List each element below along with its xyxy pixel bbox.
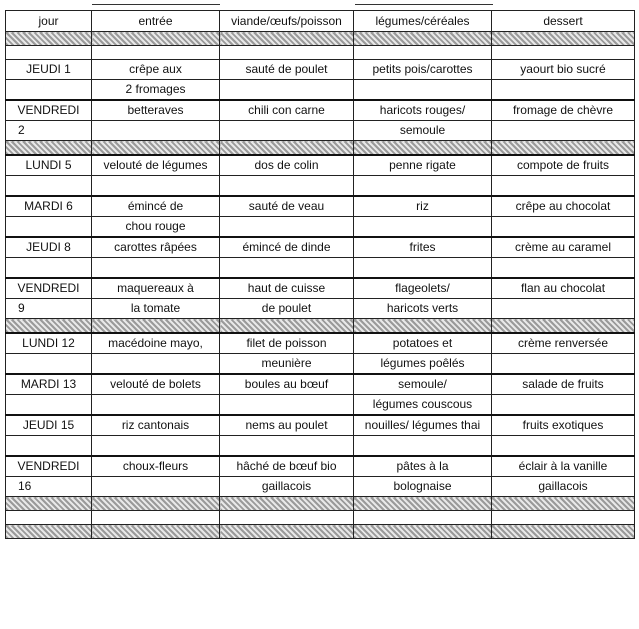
header-entree: entrée: [92, 11, 220, 32]
menu-table-container: [5, 10, 634, 539]
main-cell: filet de poisson: [220, 333, 354, 354]
header-jour: jour: [6, 11, 92, 32]
dessert-cell: flan au chocolat: [492, 278, 635, 299]
main-cell: [220, 258, 354, 279]
entree-cell: choux-fleurs: [92, 456, 220, 477]
spacer-cell: [6, 46, 92, 60]
dessert-cell: crème renversée: [492, 333, 635, 354]
day-cell: 9: [6, 299, 92, 319]
side-cell: petits pois/carottes: [354, 60, 492, 80]
menu-row: [6, 237, 635, 258]
main-cell: gaillacois: [220, 477, 354, 497]
main-cell: [220, 80, 354, 101]
spacer-cell: [492, 46, 635, 60]
day-cell: [6, 354, 92, 375]
day-cell: [6, 176, 92, 197]
menu-row: [6, 299, 635, 319]
entree-cell: la tomate: [92, 299, 220, 319]
side-cell: potatoes et: [354, 333, 492, 354]
day-cell: VENDREDI: [6, 456, 92, 477]
main-cell: [220, 436, 354, 457]
entree-cell: crêpe aux: [92, 60, 220, 80]
entree-cell: [92, 121, 220, 141]
dessert-cell: crêpe au chocolat: [492, 196, 635, 217]
spacer-cell: [6, 511, 92, 525]
dessert-cell: salade de fruits: [492, 374, 635, 395]
entree-cell: émincé de: [92, 196, 220, 217]
entree-cell: [92, 258, 220, 279]
separator-cell: [6, 497, 92, 511]
entree-cell: [92, 395, 220, 416]
separator-cell: [220, 32, 354, 46]
separator-cell: [92, 319, 220, 334]
main-cell: boules au bœuf: [220, 374, 354, 395]
week-separator: [6, 141, 635, 156]
side-cell: [354, 217, 492, 238]
side-cell: [354, 176, 492, 197]
day-cell: [6, 258, 92, 279]
side-cell: [354, 258, 492, 279]
dessert-cell: [492, 121, 635, 141]
entree-cell: [92, 477, 220, 497]
separator-cell: [492, 141, 635, 156]
side-cell: haricots rouges/: [354, 100, 492, 121]
separator-cell: [492, 319, 635, 334]
menu-row: [6, 121, 635, 141]
separator-cell: [220, 497, 354, 511]
side-cell: légumes poêlés: [354, 354, 492, 375]
menu-row: [6, 60, 635, 80]
day-cell: [6, 80, 92, 101]
day-cell: 2: [6, 121, 92, 141]
main-cell: de poulet: [220, 299, 354, 319]
separator-cell: [492, 525, 635, 539]
day-cell: [6, 436, 92, 457]
day-cell: JEUDI 8: [6, 237, 92, 258]
menu-row: [6, 100, 635, 121]
menu-row: [6, 477, 635, 497]
main-cell: haut de cuisse: [220, 278, 354, 299]
menu-row: [6, 196, 635, 217]
entree-cell: riz cantonais: [92, 415, 220, 436]
entree-cell: [92, 354, 220, 375]
dessert-cell: fruits exotiques: [492, 415, 635, 436]
menu-table: [5, 10, 635, 539]
week-separator: [6, 32, 635, 46]
week-separator: [6, 525, 635, 539]
entree-cell: velouté de bolets: [92, 374, 220, 395]
dessert-cell: fromage de chèvre: [492, 100, 635, 121]
menu-row: [6, 415, 635, 436]
separator-cell: [6, 141, 92, 156]
header-row: [6, 11, 635, 32]
entree-cell: [92, 436, 220, 457]
dessert-cell: gaillacois: [492, 477, 635, 497]
menu-row: [6, 176, 635, 197]
day-cell: JEUDI 1: [6, 60, 92, 80]
main-cell: hâché de bœuf bio: [220, 456, 354, 477]
day-cell: LUNDI 5: [6, 155, 92, 176]
side-cell: frites: [354, 237, 492, 258]
menu-row: [6, 354, 635, 375]
menu-row: [6, 333, 635, 354]
dessert-cell: [492, 217, 635, 238]
side-cell: pâtes à la: [354, 456, 492, 477]
day-cell: MARDI 13: [6, 374, 92, 395]
side-cell: [354, 436, 492, 457]
separator-cell: [354, 525, 492, 539]
week-separator: [6, 319, 635, 334]
separator-cell: [6, 32, 92, 46]
week-separator: [6, 497, 635, 511]
day-cell: [6, 217, 92, 238]
day-cell: 16: [6, 477, 92, 497]
dessert-cell: [492, 354, 635, 375]
side-cell: bolognaise: [354, 477, 492, 497]
side-cell: haricots verts: [354, 299, 492, 319]
separator-cell: [220, 525, 354, 539]
spacer-row: [6, 46, 635, 60]
spacer-cell: [354, 511, 492, 525]
dessert-cell: crème au caramel: [492, 237, 635, 258]
menu-row: [6, 456, 635, 477]
entree-cell: [92, 176, 220, 197]
main-cell: chili con carne: [220, 100, 354, 121]
spacer-cell: [492, 511, 635, 525]
day-cell: MARDI 6: [6, 196, 92, 217]
side-cell: penne rigate: [354, 155, 492, 176]
entree-cell: betteraves: [92, 100, 220, 121]
spacer-cell: [92, 511, 220, 525]
dessert-cell: [492, 176, 635, 197]
day-cell: LUNDI 12: [6, 333, 92, 354]
menu-row: [6, 155, 635, 176]
day-cell: VENDREDI: [6, 100, 92, 121]
menu-row: [6, 395, 635, 416]
separator-cell: [6, 319, 92, 334]
dessert-cell: [492, 258, 635, 279]
main-cell: sauté de poulet: [220, 60, 354, 80]
menu-row: [6, 217, 635, 238]
spacer-cell: [220, 511, 354, 525]
separator-cell: [92, 497, 220, 511]
separator-cell: [92, 32, 220, 46]
dessert-cell: [492, 395, 635, 416]
header-viande: viande/œufs/poisson: [220, 11, 354, 32]
separator-cell: [220, 141, 354, 156]
spacer-cell: [354, 46, 492, 60]
main-cell: sauté de veau: [220, 196, 354, 217]
side-cell: [354, 80, 492, 101]
header-legumes: légumes/céréales: [354, 11, 492, 32]
separator-cell: [92, 141, 220, 156]
dessert-cell: éclair à la vanille: [492, 456, 635, 477]
entree-cell: chou rouge: [92, 217, 220, 238]
menu-row: [6, 278, 635, 299]
side-cell: riz: [354, 196, 492, 217]
separator-cell: [354, 497, 492, 511]
separator-cell: [92, 525, 220, 539]
side-cell: semoule: [354, 121, 492, 141]
entree-cell: macédoine mayo,: [92, 333, 220, 354]
dessert-cell: compote de fruits: [492, 155, 635, 176]
main-cell: dos de colin: [220, 155, 354, 176]
separator-cell: [354, 32, 492, 46]
separator-cell: [354, 319, 492, 334]
main-cell: nems au poulet: [220, 415, 354, 436]
header-dessert: dessert: [492, 11, 635, 32]
main-cell: [220, 395, 354, 416]
side-cell: flageolets/: [354, 278, 492, 299]
spacer-row: [6, 511, 635, 525]
main-cell: [220, 176, 354, 197]
spacer-cell: [92, 46, 220, 60]
entree-cell: maquereaux à: [92, 278, 220, 299]
separator-cell: [492, 497, 635, 511]
day-cell: [6, 395, 92, 416]
menu-row: [6, 258, 635, 279]
side-cell: semoule/: [354, 374, 492, 395]
day-cell: VENDREDI: [6, 278, 92, 299]
day-cell: JEUDI 15: [6, 415, 92, 436]
side-cell: nouilles/ légumes thai: [354, 415, 492, 436]
spacer-cell: [220, 46, 354, 60]
dessert-cell: yaourt bio sucré: [492, 60, 635, 80]
separator-cell: [220, 319, 354, 334]
entree-cell: carottes râpées: [92, 237, 220, 258]
main-cell: meunière: [220, 354, 354, 375]
dessert-cell: [492, 80, 635, 101]
entree-cell: velouté de légumes: [92, 155, 220, 176]
menu-row: [6, 80, 635, 101]
separator-cell: [492, 32, 635, 46]
main-cell: émincé de dinde: [220, 237, 354, 258]
separator-cell: [354, 141, 492, 156]
main-cell: [220, 121, 354, 141]
menu-row: [6, 374, 635, 395]
side-cell: légumes couscous: [354, 395, 492, 416]
separator-cell: [6, 525, 92, 539]
dessert-cell: [492, 436, 635, 457]
dessert-cell: [492, 299, 635, 319]
main-cell: [220, 217, 354, 238]
menu-row: [6, 436, 635, 457]
entree-cell: 2 fromages: [92, 80, 220, 101]
